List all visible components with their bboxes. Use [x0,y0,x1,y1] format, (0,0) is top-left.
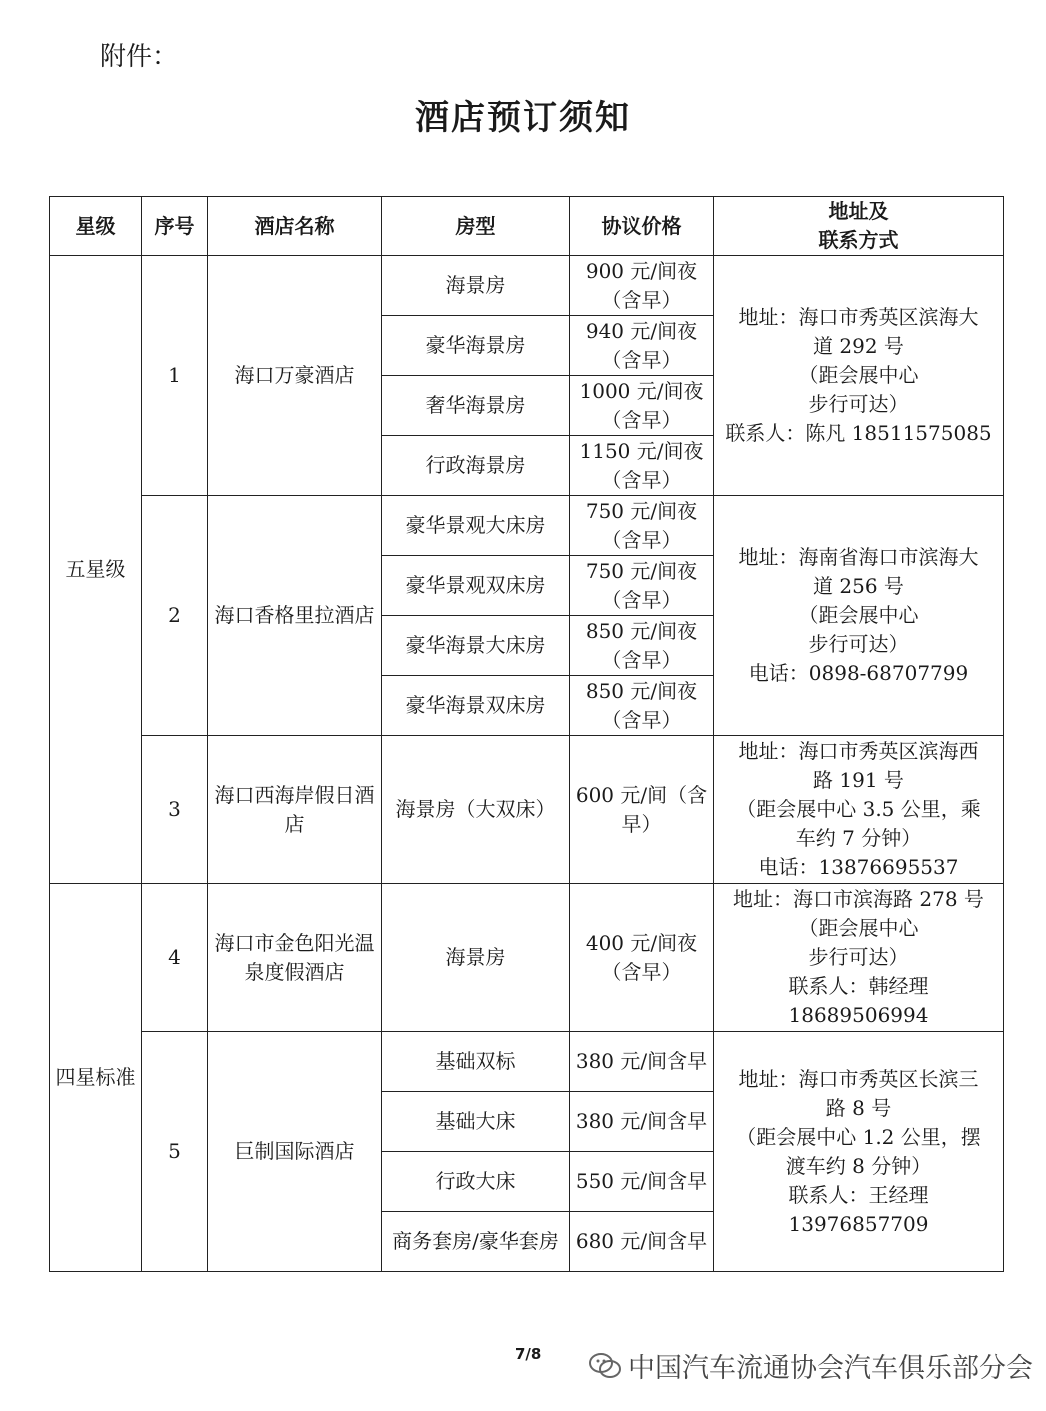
room-type: 海景房 [382,256,570,316]
room-price: 1000 元/间夜（含早） [570,376,714,436]
hotel-name: 海口万豪酒店 [208,256,382,496]
address-line: 联系人：陈凡 18511575085 [725,421,992,445]
address-line: （距会展中心 [798,603,919,627]
watermark-text: 中国汽车流通协会汽车俱乐部分会 [628,1353,1033,1384]
hotel-number: 1 [142,256,208,496]
room-price: 680 元/间含早 [570,1212,714,1272]
header-name: 酒店名称 [208,197,382,256]
room-type: 奢华海景房 [382,376,570,436]
attachment-label: 附件： [100,42,179,72]
room-price: 550 元/间含早 [570,1152,714,1212]
address-line: 车约 7 分钟） [795,826,922,850]
hotel-number: 5 [142,1032,208,1272]
address-line: （距会展中心 [798,916,919,940]
address-line: 道 292 号 [813,334,904,358]
table-row [50,736,1004,884]
hotel-address [714,256,1004,496]
address-line: 18689506994 [788,1003,929,1027]
room-price: 600 元/间（含早） [570,736,714,884]
room-type: 基础双标 [382,1032,570,1092]
room-price: 850 元/间夜（含早） [570,676,714,736]
room-type: 行政大床 [382,1152,570,1212]
address-line: 路 191 号 [813,768,904,792]
hotel-number: 4 [142,884,208,1032]
address-line: 联系人：王经理 [788,1182,929,1207]
room-type: 豪华景观大床房 [382,496,570,556]
hotel-table [49,196,1004,1272]
room-type: 海景房（大双床） [382,736,570,884]
room-type: 商务套房/豪华套房 [382,1212,570,1272]
header-no: 序号 [142,197,208,256]
header-address [714,197,1004,256]
address-line: （距会展中心 3.5 公里，乘 [736,797,981,821]
page-title: 酒店预订须知 [415,98,631,138]
hotel-address [714,496,1004,736]
address-line: 步行可达） [808,392,909,416]
address-line: 电话：13876695537 [758,855,959,879]
table-row [50,1032,1004,1092]
star-level-cell: 四星标准 [50,884,142,1272]
hotel-name: 海口西海岸假日酒店 [208,736,382,884]
room-price: 940 元/间夜（含早） [570,316,714,376]
room-price: 380 元/间含早 [570,1032,714,1092]
hotel-name: 海口香格里拉酒店 [208,496,382,736]
header-room: 房型 [382,197,570,256]
header-address-line: 联系方式 [818,228,899,252]
room-price: 750 元/间夜（含早） [570,496,714,556]
table-row [50,884,1004,1032]
header-address-line: 地址及 [828,199,889,223]
table-header-row [50,197,1004,256]
room-type: 豪华海景双床房 [382,676,570,736]
address-line: 地址：海口市秀英区长滨三 [738,1066,979,1091]
room-price: 900 元/间夜（含早） [570,256,714,316]
address-line: 渡车约 8 分钟） [785,1153,932,1178]
address-line: 道 256 号 [813,574,904,598]
star-level-cell: 五星级 [50,256,142,884]
header-star: 星级 [50,197,142,256]
address-line: （距会展中心 [798,363,919,387]
address-line: （距会展中心 1.2 公里，摆 [736,1124,981,1149]
room-price: 1150 元/间夜（含早） [570,436,714,496]
address-line: 地址：海南省海口市滨海大 [738,545,979,569]
hotel-address [714,884,1004,1032]
room-type: 基础大床 [382,1092,570,1152]
page-number: 7/8 [515,1345,542,1363]
hotel-name: 巨制国际酒店 [208,1032,382,1272]
hotel-number: 3 [142,736,208,884]
room-type: 海景房 [382,884,570,1032]
room-price: 850 元/间夜（含早） [570,616,714,676]
hotel-name: 海口市金色阳光温泉度假酒店 [208,884,382,1032]
address-line: 地址：海口市滨海路 278 号 [733,887,984,911]
address-line: 电话：0898-68707799 [748,661,969,685]
wechat-icon [588,1352,622,1380]
address-line: 地址：海口市秀英区滨海大 [738,305,979,329]
address-line: 步行可达） [808,632,909,656]
hotel-address [714,736,1004,884]
table-row [50,496,1004,556]
hotel-number: 2 [142,496,208,736]
room-type: 行政海景房 [382,436,570,496]
watermark [588,1346,1033,1385]
table-row [50,256,1004,316]
room-price: 380 元/间含早 [570,1092,714,1152]
header-price: 协议价格 [570,197,714,256]
room-price: 400 元/间夜（含早） [570,884,714,1032]
address-line: 地址：海口市秀英区滨海西 [738,739,979,763]
address-line: 13976857709 [788,1211,929,1236]
address-line: 步行可达） [808,945,909,969]
room-type: 豪华海景房 [382,316,570,376]
room-price: 750 元/间夜（含早） [570,556,714,616]
room-type: 豪华海景大床房 [382,616,570,676]
room-type: 豪华景观双床房 [382,556,570,616]
address-line: 路 8 号 [825,1095,892,1120]
hotel-address [714,1032,1004,1272]
address-line: 联系人：韩经理 [788,974,929,998]
